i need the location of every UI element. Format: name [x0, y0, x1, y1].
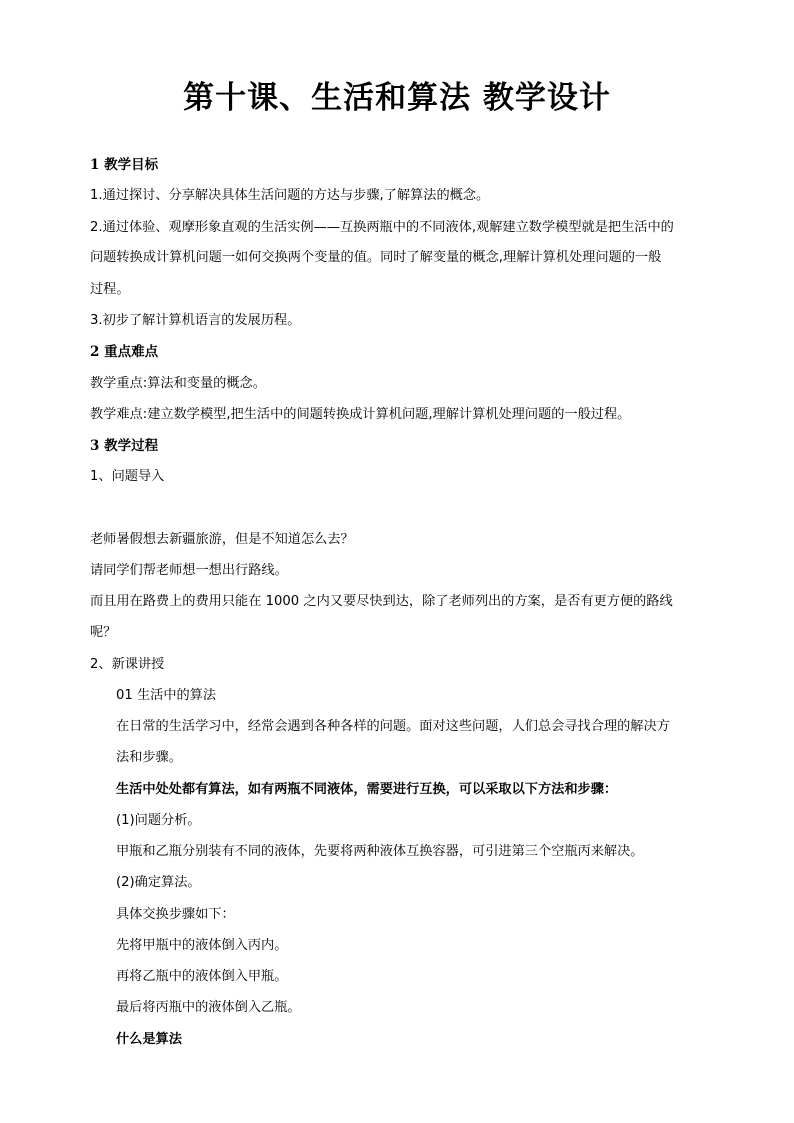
- goal-paragraph-2-line-2: 问题转换成计算机问题一如何交换两个变量的值。同时了解变量的概念,理解计算机处理问题的一般: [90, 250, 662, 265]
- intro-line-3b: 呢？: [90, 625, 117, 640]
- what-is-algorithm-heading: 什么是算法: [116, 1032, 182, 1047]
- swap-step-2: 再将乙瓶中的液体倒入甲瓶。: [116, 969, 288, 984]
- teaching-focus: 教学重点:算法和变量的概念。: [90, 376, 266, 391]
- document-title: 第十课、生活和算法 教学设计: [183, 80, 611, 116]
- intro-line-3a: 而且用在路费上的费用只能在 1000 之内又要尽快到达，除了老师列出的方案，是否有更方便的路线: [90, 594, 673, 609]
- daily-life-line-2: 法和步骤。: [116, 750, 182, 765]
- section-heading-key-points: 2 重点难点: [90, 344, 159, 360]
- section-heading-teaching-process: 3 教学过程: [90, 438, 159, 454]
- swap-step-3: 最后将丙瓶中的液体倒入乙瓶。: [116, 1000, 301, 1015]
- subheading-algorithm-in-life: 01 生活中的算法: [116, 688, 217, 703]
- subheading-new-lesson: 2、新课讲授: [90, 657, 165, 672]
- goal-paragraph-2-line-1: 2.通过体验、观摩形象直观的生活实例——互换两瓶中的不同液体,观解建立数学模型就是把生活中的: [90, 220, 674, 235]
- swap-step-1: 先将甲瓶中的液体倒入丙内。: [116, 938, 288, 953]
- bold-statement: 生活中处处都有算法，如有两瓶不同液体，需要进行互换，可以采取以下方法和步骤：: [116, 782, 618, 797]
- goal-paragraph-1: 1.通过探讨、分享解决具体生活问题的方达与步骤,了解算法的概念。: [90, 188, 490, 203]
- step-1-description: 甲瓶和乙瓶分别装有不同的液体，先要将两种液体互换容器，可引进第三个空瓶丙来解决。: [116, 844, 644, 859]
- step-1-problem-analysis: (1)问题分析。: [116, 813, 201, 828]
- teaching-difficulty: 教学难点:建立数学模型,把生活中的间题转换成计算机问题,理解计算机处理问题的一般过程。: [90, 407, 631, 422]
- section-heading-teaching-goals: 1 教学目标: [90, 157, 159, 173]
- daily-life-line-1: 在日常的生活学习中，经常会遇到各种各样的问题。面对这些问题，人们总会寻找合理的解决方: [116, 719, 670, 734]
- steps-intro: 具体交换步骤如下：: [116, 907, 235, 922]
- intro-line-2: 请同学们帮老师想一想出行路线。: [90, 563, 288, 578]
- goal-paragraph-3: 3.初步了解计算机语言的发展历程。: [90, 313, 301, 328]
- intro-line-1: 老师暑假想去新疆旅游，但是不知道怎么去？: [90, 532, 354, 547]
- goal-paragraph-2-line-3: 过程。: [90, 282, 130, 297]
- step-2-define-algorithm: (2)确定算法。: [116, 875, 201, 890]
- subheading-problem-intro: 1、问题导入: [90, 469, 165, 484]
